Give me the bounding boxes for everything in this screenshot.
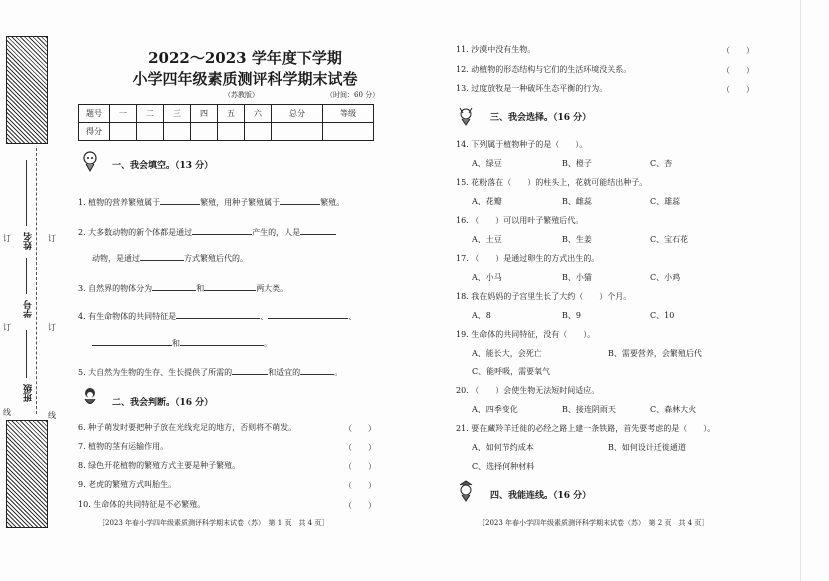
- class-label: 班级: [24, 384, 34, 402]
- question-10: 10. 生命体的共同特征是不必繁殖。: [78, 500, 206, 509]
- q5-blank-1[interactable]: [232, 366, 268, 375]
- q16-option-a[interactable]: A、土豆: [472, 235, 502, 244]
- q14-option-b[interactable]: B、橙子: [562, 159, 592, 168]
- score-cell: 四: [191, 105, 218, 123]
- binding-hatch-bottom: [6, 420, 48, 528]
- binding-char-3: 线: [48, 411, 56, 420]
- score-cell: 题号: [79, 105, 110, 123]
- binding-cut-line: [36, 148, 37, 414]
- q4-text-b: 和: [172, 339, 180, 348]
- q4-text-a: 4. 有生命物体的共同特征是: [78, 312, 177, 321]
- q19-option-c[interactable]: C、能呼吸，需要氧气: [472, 367, 551, 376]
- answer-paren-7[interactable]: （ ）: [344, 443, 376, 452]
- score-cell: 等级: [323, 105, 374, 123]
- q3-blank-1[interactable]: [152, 282, 196, 291]
- question-11: 11. 沙漠中没有生物。: [456, 45, 536, 54]
- q18-option-c[interactable]: C、10: [650, 311, 675, 320]
- answer-paren-8[interactable]: （ ）: [344, 462, 376, 471]
- question-20: 20. （ ）会使生物无法短时间适应。: [456, 386, 600, 395]
- q18-option-a[interactable]: A、8: [472, 311, 491, 320]
- score-table: [78, 104, 374, 141]
- score-input[interactable]: [272, 123, 323, 141]
- score-input[interactable]: [245, 123, 272, 141]
- question-16: 16. （ ）可以用叶子繁殖后代。: [456, 216, 584, 225]
- q3-text-b: 和: [196, 284, 205, 293]
- q5-text-a: 5. 大自然为生物的生存、生长提供了所需的: [78, 368, 233, 377]
- question-14: 14. 下列属于植物种子的是（ ）。: [456, 140, 588, 149]
- question-4-cont: [92, 337, 272, 349]
- score-input[interactable]: [218, 123, 245, 141]
- q21-option-a[interactable]: A、如何节约成本: [472, 443, 534, 452]
- q1-text-a: 1. 植物的营养繁殖属于: [78, 198, 161, 207]
- q4-sep-1: 、: [260, 312, 269, 321]
- q1-text-c: 繁殖。: [320, 198, 345, 207]
- score-table-header-row: [79, 105, 374, 123]
- cartoon-mascot-icon: [456, 104, 476, 126]
- name-blank[interactable]: [26, 160, 27, 226]
- score-input[interactable]: [191, 123, 218, 141]
- page-edge: [800, 0, 801, 581]
- edition-label: （苏教版）: [224, 91, 259, 99]
- q17-option-c[interactable]: C、小鸡: [650, 273, 681, 282]
- q14-option-c[interactable]: C、杏: [650, 159, 673, 168]
- q21-option-b[interactable]: B、如何设计迁徙通道: [608, 443, 686, 452]
- score-table-score-row: [79, 123, 374, 141]
- question-17: 17. （ ）是通过卵生的方式出生的。: [456, 254, 600, 263]
- score-cell: 一: [110, 105, 137, 123]
- cartoon-mascot-icon: [80, 150, 100, 172]
- class-blank[interactable]: [26, 330, 27, 378]
- question-7: 7. 植物的茎有运输作用。: [78, 442, 169, 451]
- score-cell: 二: [137, 105, 164, 123]
- q5-text-c: 。: [334, 368, 343, 377]
- q4-blank-2[interactable]: [268, 310, 348, 319]
- footer-page-1: ［2023 年春小学四年级素质测评科学期末试卷（苏） 第 1 页 共 4 页］: [98, 519, 329, 527]
- q1-text-b: 繁殖，用种子繁殖属于: [200, 198, 281, 207]
- section-4-title: 四、我能连线。（16 分）: [490, 491, 592, 501]
- q4-text-c: 。: [264, 339, 272, 348]
- q5-blank-2[interactable]: [300, 366, 334, 375]
- score-cell: 三: [164, 105, 191, 123]
- q3-blank-2[interactable]: [204, 282, 256, 291]
- q4-blank-1[interactable]: [176, 310, 260, 319]
- q5-text-b: 和适宜的: [268, 368, 301, 377]
- section-2-title: 二、我会判断。（16 分）: [112, 398, 214, 408]
- q15-option-a[interactable]: A、花瓣: [472, 197, 502, 206]
- question-2-cont: [92, 252, 248, 264]
- question-3: [78, 282, 288, 294]
- q14-option-a[interactable]: A、绿豆: [472, 159, 502, 168]
- q4-blank-3[interactable]: [92, 337, 172, 346]
- question-1: [78, 196, 344, 208]
- footer-page-2: ［2023 年春小学四年级素质测评科学期末试卷（苏） 第 2 页 共 4 页］: [478, 519, 709, 527]
- q4-sep-2: 、: [348, 312, 357, 321]
- binding-char-1: 订: [48, 234, 56, 243]
- question-12: 12. 动植物的形态结构与它们的生活环境没关系。: [456, 65, 632, 74]
- exam-title-year: 2022～2023 学年度下学期: [148, 49, 342, 67]
- section-3-title: 三、我会选择。（16 分）: [490, 113, 592, 123]
- answer-paren-9[interactable]: （ ）: [344, 481, 376, 490]
- binding-char-5: 订: [3, 323, 11, 332]
- answer-paren-12[interactable]: （ ）: [722, 66, 754, 75]
- cartoon-mascot-icon: [456, 480, 476, 502]
- q19-option-a[interactable]: A、能长大，会死亡: [472, 349, 542, 358]
- q2-text-d: 方式繁殖后代的。: [184, 254, 248, 263]
- binding-char-6: 线: [3, 408, 11, 417]
- q2-text-c: 动物，是通过: [92, 254, 140, 263]
- score-cell: 五: [218, 105, 245, 123]
- q20-option-a[interactable]: A、四季变化: [472, 405, 518, 414]
- question-5: [78, 366, 342, 378]
- q2-blank-1[interactable]: [192, 226, 252, 235]
- id-blank[interactable]: [26, 258, 27, 294]
- question-15: 15. 花粉落在（ ）的柱头上，花就可能结出种子。: [456, 178, 648, 187]
- score-cell: 总分: [272, 105, 323, 123]
- answer-paren-10[interactable]: （ ）: [344, 501, 376, 510]
- q21-option-c[interactable]: C、选择何种材料: [472, 462, 535, 471]
- binding-char-4: 订: [3, 234, 11, 243]
- name-label: 姓名: [24, 232, 34, 250]
- question-18: 18. 我在妈妈的子宫里生长了大约（ ）个月。: [456, 292, 632, 301]
- score-input[interactable]: [137, 123, 164, 141]
- score-input[interactable]: [110, 123, 137, 141]
- question-2: [78, 226, 336, 238]
- binding-char-2: 订: [48, 323, 56, 332]
- question-21: 21. 要在藏羚羊迁徙的必经之路上建一条铁路，首先要考虑的是（ ）。: [456, 424, 716, 433]
- id-label: 学号: [24, 300, 34, 318]
- score-cell: 得分: [79, 123, 110, 141]
- q3-text-a: 3. 自然界的物体分为: [78, 284, 153, 293]
- q15-option-c[interactable]: C、雄蕊: [650, 197, 681, 206]
- question-4: [78, 310, 356, 322]
- q19-option-b[interactable]: B、需要营养，会繁殖后代: [608, 349, 702, 358]
- q16-option-b[interactable]: B、生姜: [562, 235, 592, 244]
- q18-option-b[interactable]: B、9: [562, 311, 581, 320]
- q17-option-b[interactable]: B、小猫: [562, 273, 592, 282]
- question-19: 19. 生命体的共同特征，没有（ ）。: [456, 330, 596, 339]
- score-input[interactable]: [164, 123, 191, 141]
- question-8: 8. 绿色开花植物的繁殖方式主要是种子繁殖。: [78, 461, 241, 470]
- score-input[interactable]: [323, 123, 374, 141]
- answer-paren-11[interactable]: （ ）: [722, 46, 754, 55]
- section-1-title: 一、我会填空。（13 分）: [112, 161, 214, 171]
- q4-blank-4[interactable]: [180, 337, 264, 346]
- answer-paren-6[interactable]: （ ）: [344, 424, 376, 433]
- q1-blank-2[interactable]: [280, 196, 320, 205]
- answer-paren-13[interactable]: （ ）: [722, 85, 754, 94]
- q3-text-c: 两大类。: [256, 284, 289, 293]
- question-13: 13. 过度放牧是一种破坏生态平衡的行为。: [456, 84, 608, 93]
- binding-hatch-top: [6, 36, 48, 144]
- q16-option-c[interactable]: C、宝石花: [650, 235, 689, 244]
- q15-option-b[interactable]: B、雌蕊: [562, 197, 592, 206]
- q2-text-a: 2. 大多数动物的新个体都是通过: [78, 228, 193, 237]
- score-cell: 六: [245, 105, 272, 123]
- q2-blank-3[interactable]: [140, 252, 184, 261]
- exam-title: 小学四年级素质测评科学期末试卷: [132, 70, 358, 88]
- question-6: 6. 种子萌发时要把种子放在光线充足的地方，否则将不萌发。: [78, 423, 297, 432]
- question-9: 9. 老虎的繁殖方式叫胎生。: [78, 480, 177, 489]
- q1-blank-1[interactable]: [160, 196, 200, 205]
- cartoon-mascot-icon: [80, 386, 100, 408]
- q2-text-b: 产生的，人是: [252, 228, 301, 237]
- time-label: （时间：60 分）: [326, 91, 380, 99]
- q20-option-b[interactable]: B、接连阴雨天: [562, 405, 616, 414]
- q2-blank-2[interactable]: [300, 226, 336, 235]
- q20-option-c[interactable]: C、森林大火: [650, 405, 697, 414]
- q17-option-a[interactable]: A、小马: [472, 273, 502, 282]
